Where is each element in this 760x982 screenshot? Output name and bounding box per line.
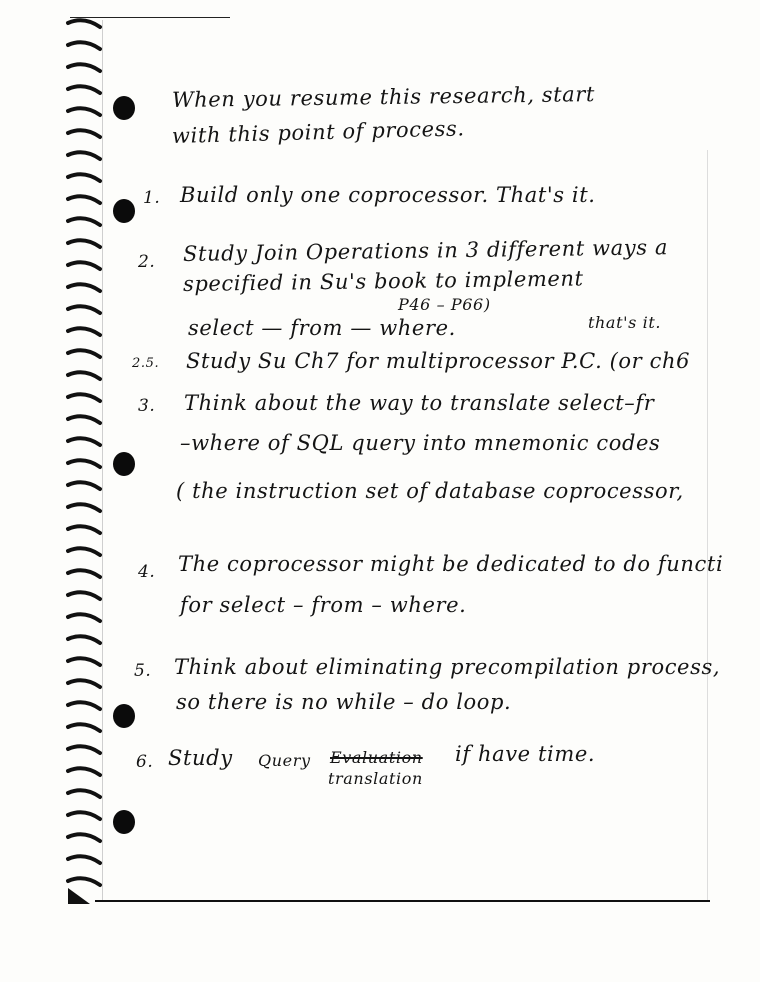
item-6-tail: if have time. — [455, 742, 596, 766]
intro-line-1: When you resume this research, start — [171, 82, 596, 112]
item-6-struck-word: Evaluation — [330, 748, 423, 767]
item-5-line-2: so there is no while – do loop. — [176, 690, 512, 714]
item-3-line-1: Think about the way to translate select–fr — [184, 391, 655, 415]
item-3-line-2: –where of SQL query into mnemonic codes — [180, 431, 661, 455]
intro-line-2: with this point of process. — [171, 116, 465, 148]
item-6-query: Query — [258, 751, 311, 770]
item-1-number: 1. — [143, 188, 161, 208]
item-1-text: Build only one coprocessor. That's it. — [180, 183, 596, 207]
item-2-5-number: 2.5. — [132, 356, 160, 371]
item-2-5-text: Study Su Ch7 for multiprocessor P.C. (or ch6 — [186, 349, 691, 373]
item-4-number: 4. — [138, 562, 156, 582]
item-2-line-2: specified in Su's book to implement — [182, 266, 584, 296]
item-2-page-ref: P46 – P66) — [398, 295, 491, 314]
item-3-line-3: ( the instruction set of database coprocessor, — [176, 479, 684, 503]
item-5-line-1: Think about eliminating precompilation process, — [174, 655, 721, 679]
item-2-number: 2. — [138, 252, 156, 272]
item-2-aside: that's it. — [588, 313, 662, 332]
item-6-study: Study — [168, 746, 233, 770]
item-4-line-2: for select – from – where. — [180, 593, 467, 617]
item-4-line-1: The coprocessor might be dedicated to do functi — [178, 552, 724, 576]
item-6-translation: translation — [328, 769, 423, 788]
item-2-line-1: Study Join Operations in 3 different ways a — [182, 235, 669, 266]
item-6-number: 6. — [136, 752, 154, 772]
item-2-line-3: select — from — where. — [188, 316, 456, 340]
item-5-number: 5. — [134, 661, 152, 681]
item-3-number: 3. — [138, 396, 156, 416]
